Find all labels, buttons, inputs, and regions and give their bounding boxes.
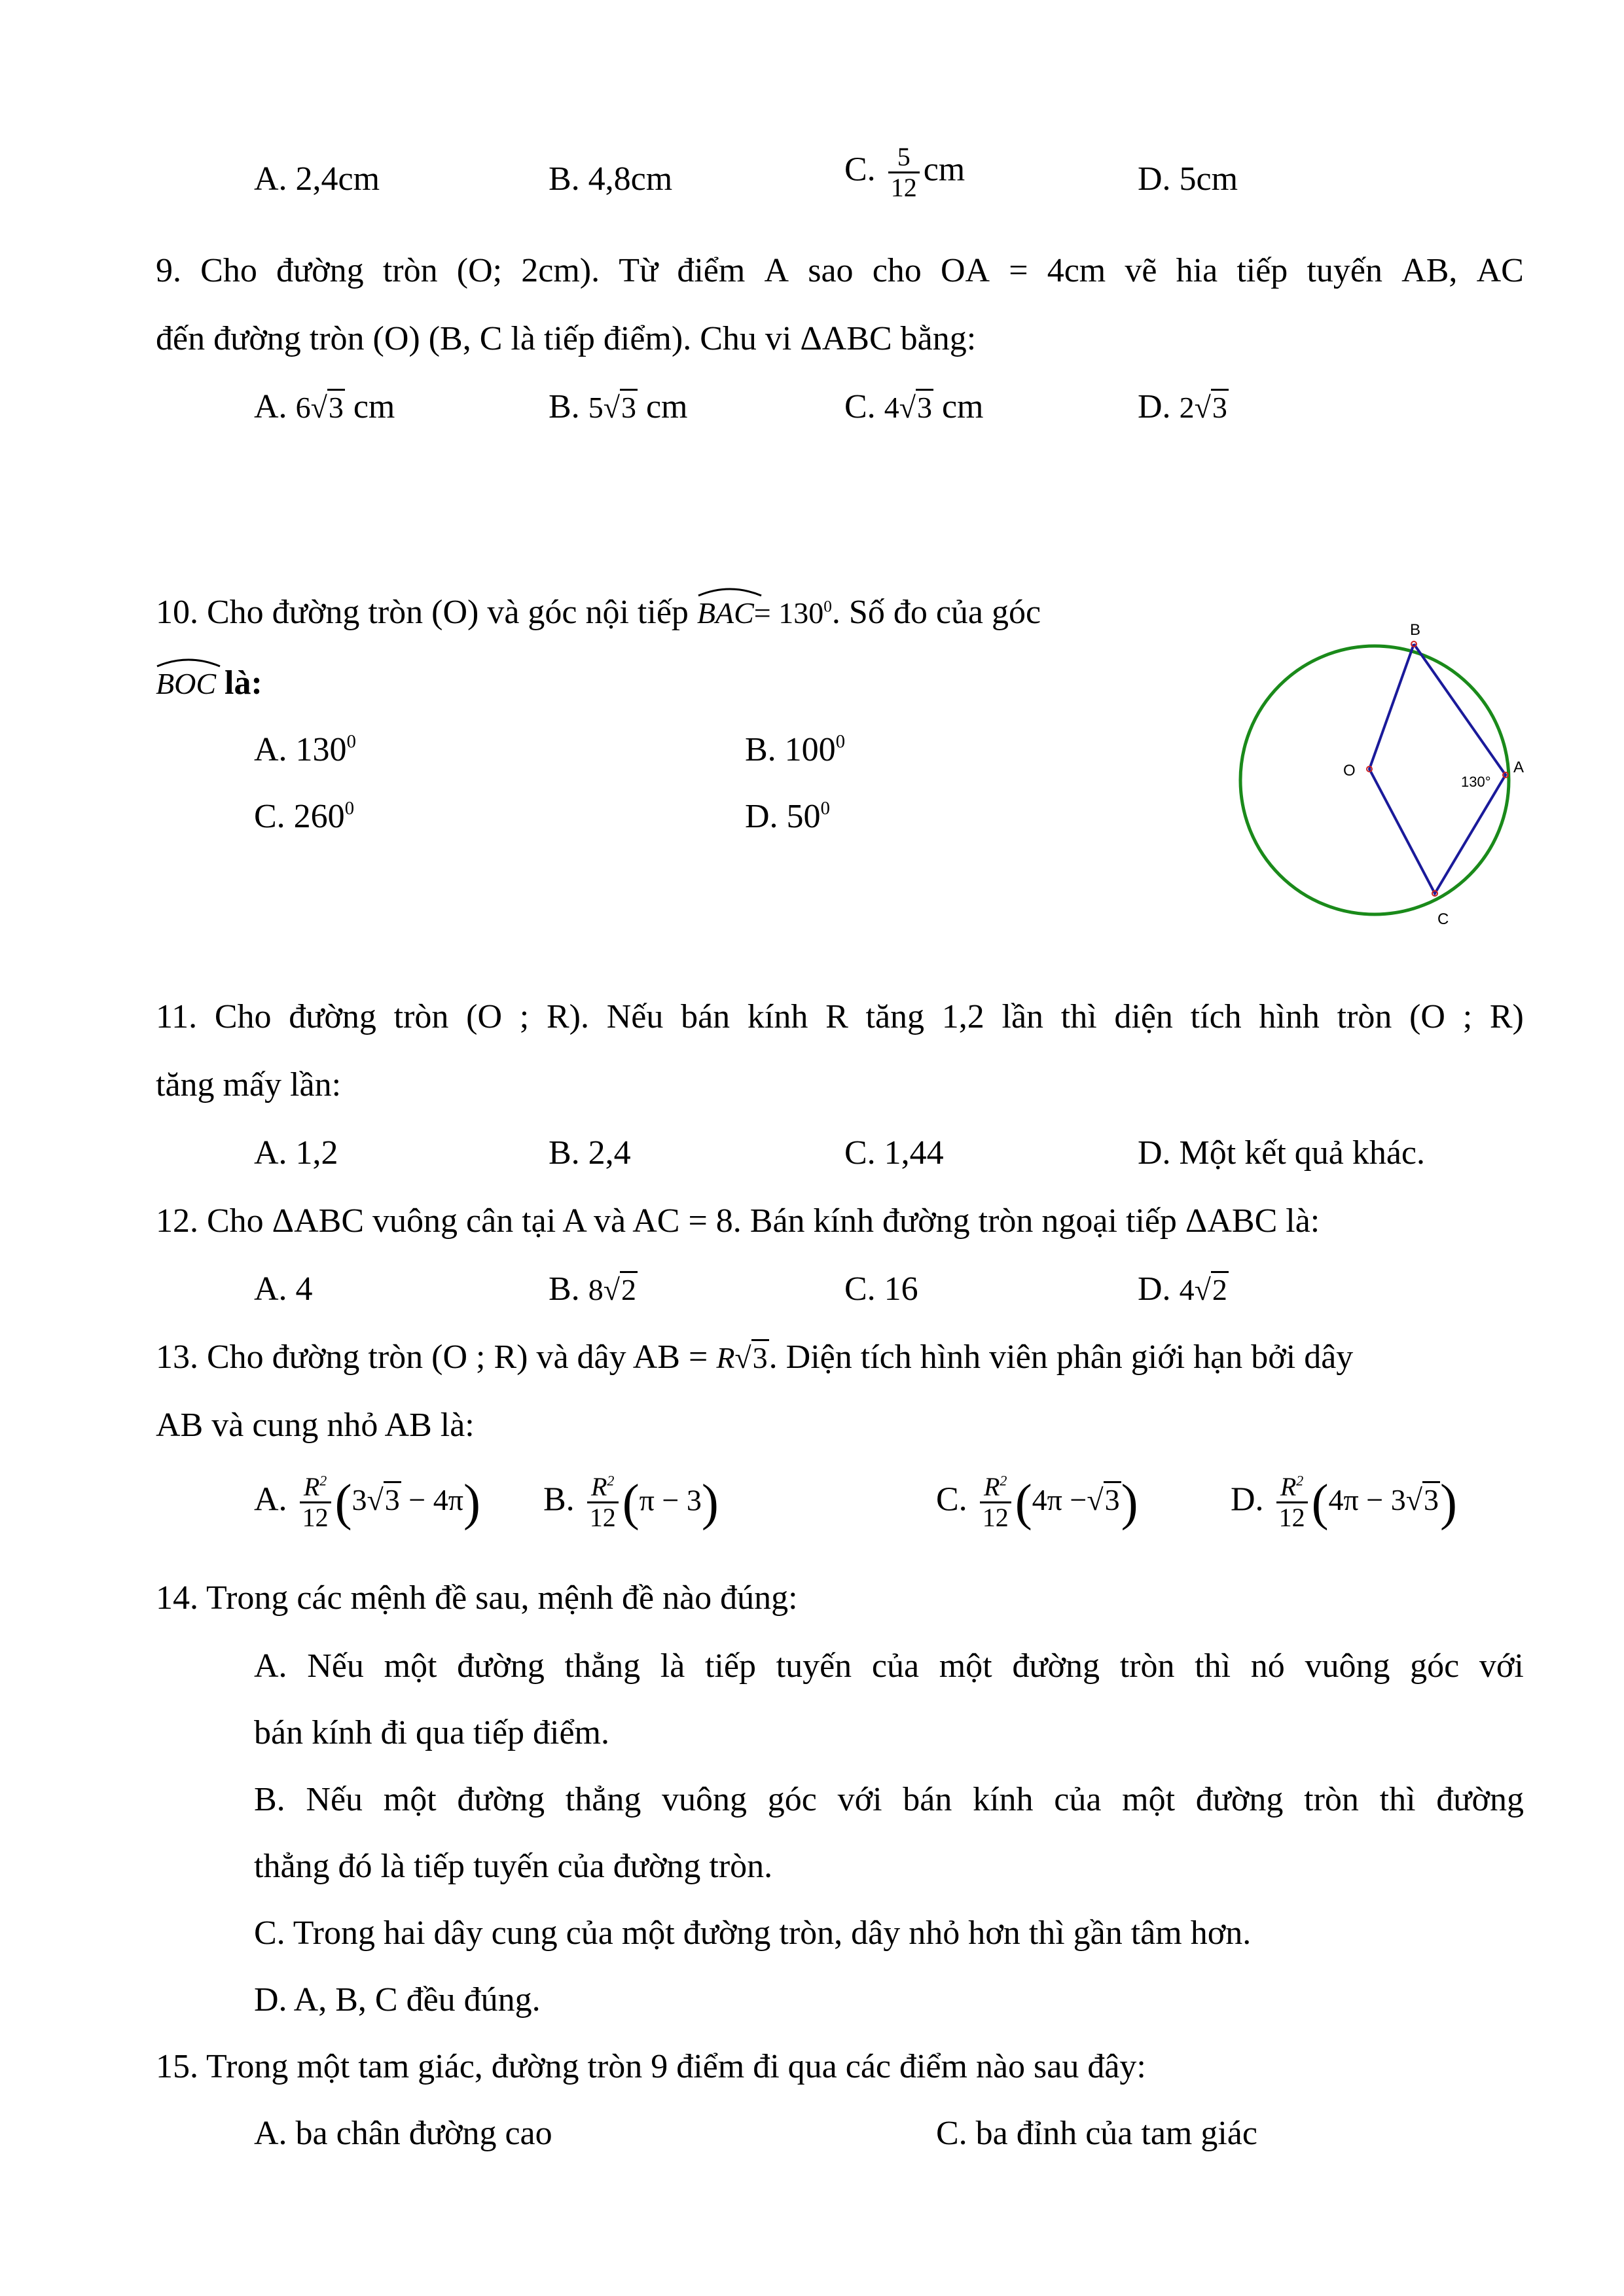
- word: tròn: [1337, 998, 1392, 1035]
- q9-stem-line2: đến đường tròn (O) (B, C là tiếp điểm). Chu vi ΔABC bằng:: [156, 320, 977, 357]
- word: lần: [1001, 998, 1044, 1035]
- word: sao: [808, 252, 854, 289]
- word: tăng: [865, 998, 925, 1035]
- q13-option-c: [936, 1473, 1138, 1532]
- q10-option-d: [745, 800, 830, 834]
- q14-option-b-line2: thẳng đó là tiếp tuyến của đường tròn.: [254, 1848, 773, 1885]
- option-text: C. 260: [254, 798, 345, 835]
- q13-option-b: [543, 1473, 719, 1532]
- word: với: [1479, 1647, 1524, 1685]
- q11-stem-line2: tăng mấy lần:: [156, 1066, 342, 1103]
- radicand: 3: [1211, 389, 1229, 424]
- q8-option-a: A. 2,4cm: [254, 160, 380, 198]
- right-paren: ): [701, 1473, 719, 1531]
- word: 1,2: [941, 998, 984, 1035]
- word: R).: [546, 998, 589, 1035]
- radius-symbol: R: [303, 1472, 320, 1501]
- word: tuyến: [1307, 252, 1382, 289]
- q13-fraction: [980, 1473, 1011, 1532]
- q9-option-d: [1138, 390, 1229, 424]
- q13-option-c-prefix: C.: [936, 1480, 967, 1518]
- coefficient: 6: [295, 391, 311, 424]
- sqrt-symbol: √3: [604, 393, 638, 423]
- fraction-denominator: 12: [982, 1503, 1009, 1532]
- label-a: A: [1513, 759, 1525, 776]
- word: góc: [1410, 1647, 1460, 1685]
- q10-option-a: [254, 733, 356, 767]
- word: thì: [1379, 1781, 1416, 1818]
- expr-part: − 4π: [408, 1483, 463, 1517]
- fraction-denominator: 12: [302, 1503, 329, 1532]
- angle-equals: = 130: [753, 596, 824, 630]
- q13-chord-length: [716, 1341, 768, 1374]
- q13-option-c-expr: [1032, 1483, 1121, 1516]
- fraction-denominator: 12: [890, 173, 917, 202]
- word: thẳng: [565, 1781, 641, 1818]
- q12-option-b-prefix: B.: [549, 1270, 580, 1308]
- q14-option-c: C. Trong hai dây cung của một đường tròn, dây nhỏ hơn thì gần tâm hơn.: [254, 1914, 1252, 1952]
- word: OA: [940, 252, 990, 289]
- radius-symbol: R: [716, 1341, 735, 1374]
- word: một: [383, 1781, 437, 1818]
- fraction-numerator: [300, 1473, 331, 1503]
- q13-option-d: [1231, 1473, 1457, 1532]
- q13-fraction: [300, 1473, 331, 1532]
- word: thì: [1060, 998, 1097, 1035]
- degree-sup: 0: [820, 798, 830, 819]
- q13-option-a-expr: [352, 1483, 463, 1516]
- word: AB,: [1401, 252, 1458, 289]
- q12-stem: 12. Cho ΔABC vuông cân tại A và AC = 8. Bán kính đường tròn ngoại tiếp ΔABC là:: [156, 1202, 1320, 1240]
- q14-stem: 14. Trong các mệnh đề sau, mệnh đề nào đúng:: [156, 1579, 798, 1617]
- fraction-denominator: 12: [589, 1503, 616, 1532]
- word: kính: [747, 998, 808, 1035]
- angle-name: BAC: [696, 596, 754, 630]
- word: của: [1054, 1781, 1102, 1818]
- fraction-numerator: 5: [888, 143, 920, 173]
- word: AC: [1476, 252, 1524, 289]
- q13-fraction: [587, 1473, 619, 1532]
- q9-option-c-unit: cm: [941, 388, 984, 425]
- q10-line2-tail: là:: [225, 664, 262, 702]
- q10-angle-value: [754, 596, 832, 630]
- q12-option-a: A. 4: [254, 1270, 313, 1308]
- word: đường: [276, 252, 364, 289]
- coefficient: 8: [588, 1273, 604, 1306]
- q8-option-c-prefix: C.: [844, 151, 876, 188]
- sqrt-symbol: √3: [367, 1485, 401, 1515]
- word: tròn: [393, 998, 449, 1035]
- word: R: [825, 998, 848, 1035]
- degree-sup: 0: [823, 597, 832, 616]
- label-c: C: [1437, 910, 1449, 928]
- q14-option-a-line2: bán kính đi qua tiếp điểm.: [254, 1714, 610, 1751]
- angle-name: BOC: [156, 667, 216, 700]
- word: hia: [1176, 252, 1218, 289]
- left-paren: (: [622, 1473, 640, 1531]
- label-o: O: [1343, 762, 1356, 780]
- expr-part: 4π − 3: [1328, 1483, 1406, 1517]
- q13-option-a: [254, 1473, 480, 1532]
- q13-option-d-prefix: D.: [1231, 1480, 1264, 1518]
- word: của: [871, 1647, 920, 1685]
- radius-symbol: R: [590, 1472, 607, 1501]
- fraction-denominator: 12: [1278, 1503, 1305, 1532]
- word: =: [1009, 252, 1028, 289]
- radicand: 3: [384, 1481, 401, 1516]
- word: một: [1122, 1781, 1176, 1818]
- coefficient: 4: [884, 391, 899, 424]
- radicand: 3: [327, 389, 345, 424]
- q9-stem-line1: [156, 254, 1524, 288]
- sqrt-symbol: √3: [1087, 1485, 1121, 1515]
- word: với: [837, 1781, 882, 1818]
- option-text: B. 100: [745, 731, 836, 768]
- radicand: 3: [916, 389, 933, 424]
- q9-option-a-unit: cm: [353, 388, 395, 425]
- word: là: [660, 1647, 685, 1685]
- q10-angle-boc: [156, 669, 216, 699]
- option-text: A. 130: [254, 731, 347, 768]
- q12-option-d-value: [1180, 1273, 1229, 1306]
- word: đường: [1436, 1781, 1524, 1818]
- q15-option-c: C. ba đỉnh của tam giác: [936, 2115, 1257, 2152]
- word: kính: [973, 1781, 1034, 1818]
- q9-option-d-prefix: D.: [1138, 388, 1171, 425]
- q10-angle-bac: [697, 598, 754, 628]
- q13-option-b-expr: π − 3: [639, 1483, 702, 1517]
- q12-option-b-value: [588, 1273, 638, 1306]
- word: tròn: [382, 252, 438, 289]
- word: Nếu: [307, 1647, 364, 1685]
- sqrt-symbol: √3: [734, 1343, 768, 1373]
- radius-symbol: R: [983, 1472, 1000, 1501]
- q13-option-b-prefix: B.: [543, 1480, 575, 1518]
- fraction-numerator: [587, 1473, 619, 1503]
- q11-option-b: B. 2,4: [549, 1134, 631, 1172]
- right-paren: ): [1439, 1473, 1457, 1531]
- word: A.: [254, 1647, 287, 1685]
- word: 11.: [156, 998, 198, 1035]
- word: vuông: [1305, 1647, 1390, 1685]
- radicand: 3: [1422, 1481, 1440, 1516]
- word: hình: [1259, 998, 1320, 1035]
- word: (O;: [456, 252, 503, 289]
- left-paren: (: [1311, 1473, 1329, 1531]
- word: đường: [457, 1647, 545, 1685]
- q8-option-b: B. 4,8cm: [549, 160, 673, 198]
- word: tiếp: [704, 1647, 756, 1685]
- label-b: B: [1410, 621, 1421, 639]
- q10-circle-figure: [1218, 615, 1532, 929]
- q11-option-d: D. Một kết quả khác.: [1138, 1134, 1426, 1172]
- word: R): [1489, 998, 1524, 1035]
- left-paren: (: [1015, 1473, 1032, 1531]
- word: bán: [903, 1781, 952, 1818]
- sqrt-symbol: √3: [1406, 1485, 1440, 1515]
- q13-part2: . Diện tích hình viên phân giới hạn bởi dây: [768, 1338, 1354, 1376]
- radicand: 3: [751, 1339, 769, 1374]
- word: đường: [457, 1781, 545, 1818]
- radius-symbol: R: [1280, 1472, 1297, 1501]
- word: diện: [1114, 998, 1173, 1035]
- exponent: 2: [319, 1472, 327, 1489]
- word: tròn: [1119, 1647, 1175, 1685]
- word: (O: [1409, 998, 1445, 1035]
- word: 4cm: [1047, 252, 1106, 289]
- word: góc: [767, 1781, 817, 1818]
- q9-option-c-prefix: C.: [844, 388, 876, 425]
- word: nó: [1250, 1647, 1285, 1685]
- q10-stem-line2: [156, 666, 262, 700]
- sqrt-symbol: √3: [1195, 393, 1229, 423]
- word: Từ: [619, 252, 659, 289]
- q9-option-b: [549, 390, 687, 424]
- radicand: 3: [1104, 1481, 1121, 1516]
- q14-option-a-line1: [254, 1649, 1524, 1683]
- left-paren: (: [334, 1473, 352, 1531]
- word: điểm: [677, 252, 746, 289]
- word: vẽ: [1125, 252, 1157, 289]
- right-paren: ): [463, 1473, 480, 1531]
- q11-option-a: A. 1,2: [254, 1134, 338, 1172]
- word: (O: [466, 998, 503, 1035]
- word: 9.: [156, 252, 181, 289]
- fraction-numerator: [980, 1473, 1011, 1503]
- exponent: 2: [1296, 1472, 1304, 1489]
- word: đường: [1195, 1781, 1284, 1818]
- sqrt-symbol: √3: [899, 393, 933, 423]
- q13-part1: 13. Cho đường tròn (O ; R) và dây AB =: [156, 1338, 708, 1376]
- q11-option-c: C. 1,44: [844, 1134, 944, 1172]
- q9-option-b-value: [588, 391, 638, 424]
- word: một: [939, 1647, 992, 1685]
- angle-label: 130°: [1461, 774, 1491, 790]
- expr-part: 4π −: [1032, 1483, 1087, 1517]
- exponent: 2: [1000, 1472, 1007, 1489]
- word: tiếp: [1236, 252, 1288, 289]
- arc-hat-icon: [156, 657, 221, 668]
- word: B.: [254, 1781, 285, 1818]
- q10-option-b: [745, 733, 845, 767]
- sqrt-symbol: √3: [311, 393, 345, 423]
- q14-option-d: D. A, B, C đều đúng.: [254, 1981, 541, 2018]
- word: thẳng: [564, 1647, 641, 1685]
- q15-option-a: A. ba chân đường cao: [254, 2115, 552, 2152]
- q9-option-c-value: [884, 391, 933, 424]
- q9-option-b-unit: cm: [645, 388, 688, 425]
- sqrt-symbol: √2: [1195, 1275, 1229, 1305]
- word: ;: [519, 998, 530, 1035]
- word: tuyến: [776, 1647, 852, 1685]
- sqrt-symbol: √2: [604, 1275, 638, 1305]
- q9-option-d-value: [1180, 391, 1229, 424]
- degree-sup: 0: [344, 798, 354, 819]
- q14-option-b-line1: [254, 1783, 1524, 1817]
- word: Cho: [214, 998, 272, 1035]
- right-paren: ): [1121, 1473, 1138, 1531]
- word: cho: [872, 252, 922, 289]
- word: bán: [681, 998, 731, 1035]
- coefficient: 2: [1179, 391, 1195, 424]
- q13-option-a-prefix: A.: [254, 1480, 287, 1518]
- radicand: 2: [1211, 1271, 1229, 1306]
- q10-stem-line1: [156, 596, 1041, 630]
- word: 2cm).: [521, 252, 600, 289]
- radicand: 3: [620, 389, 638, 424]
- q12-option-d-prefix: D.: [1138, 1270, 1171, 1308]
- q9-option-c: [844, 390, 983, 424]
- q13-stem-line2: AB và cung nhỏ AB là:: [156, 1407, 475, 1444]
- word: Nếu: [606, 998, 664, 1035]
- q9-option-a-value: [296, 391, 345, 424]
- word: vuông: [662, 1781, 748, 1818]
- q9-option-b-prefix: B.: [549, 388, 580, 425]
- q8-option-c-fraction: [888, 143, 920, 202]
- q8-option-d: D. 5cm: [1138, 160, 1238, 198]
- q9-option-a: [254, 390, 395, 424]
- word: tròn: [1304, 1781, 1359, 1818]
- degree-sup: 0: [346, 731, 356, 752]
- arc-hat-icon: [697, 586, 763, 597]
- q10-intro: 10. Cho đường tròn (O) và góc nội tiếp: [156, 594, 689, 631]
- q13-option-d-expr: [1329, 1483, 1440, 1516]
- q12-option-d: [1138, 1272, 1229, 1306]
- q11-stem-line1: [156, 1000, 1524, 1034]
- coefficient: 5: [588, 391, 604, 424]
- q10-option-c: [254, 800, 354, 834]
- word: một: [384, 1647, 437, 1685]
- word: Nếu: [306, 1781, 363, 1818]
- word: đường: [289, 998, 376, 1035]
- word: ;: [1462, 998, 1473, 1035]
- q8-option-c-unit: cm: [923, 151, 965, 188]
- coefficient: 4: [1179, 1273, 1195, 1306]
- word: Cho: [200, 252, 257, 289]
- q12-option-b: [549, 1272, 638, 1306]
- q12-option-c: C. 16: [844, 1270, 918, 1308]
- q8-option-c: [844, 143, 965, 202]
- fraction-numerator: [1276, 1473, 1308, 1503]
- word: A: [764, 252, 789, 289]
- degree-sup: 0: [835, 731, 845, 752]
- expr-part: 3: [352, 1483, 367, 1517]
- q9-option-a-prefix: A.: [254, 388, 287, 425]
- q13-stem-line1: [156, 1340, 1353, 1374]
- radicand: 2: [620, 1271, 638, 1306]
- q10-tail: . Số đo của góc: [831, 594, 1041, 631]
- word: thì: [1195, 1647, 1231, 1685]
- q15-stem: 15. Trong một tam giác, đường tròn 9 điểm đi qua các điểm nào sau đây:: [156, 2048, 1146, 2085]
- exponent: 2: [607, 1472, 615, 1489]
- option-text: D. 50: [745, 798, 821, 835]
- q13-fraction: [1276, 1473, 1308, 1532]
- word: đường: [1012, 1647, 1100, 1685]
- word: tích: [1190, 998, 1242, 1035]
